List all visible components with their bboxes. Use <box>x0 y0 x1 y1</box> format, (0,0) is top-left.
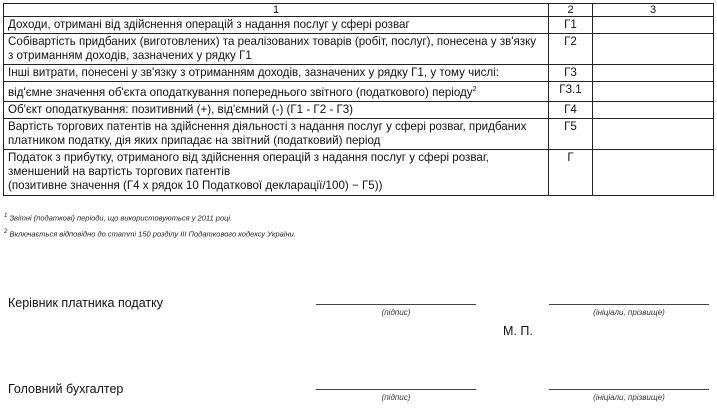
row-description: Доходи, отримані від здійснення операцій з надання послуг у сфері розваг <box>4 17 549 34</box>
footnote-number: 2 <box>4 229 8 235</box>
footnote <box>4 229 296 239</box>
table-row <box>4 82 714 102</box>
accountant-label: Головний бухгалтер <box>8 382 124 396</box>
row-description <box>4 149 549 195</box>
footnote-text: Включається відповідно до статті 150 розділу ІІІ Податкового кодексу України. <box>9 229 296 239</box>
table-row <box>4 17 714 34</box>
head-label: Керівник платника податку <box>8 296 163 310</box>
row-description: Об'єкт оподаткування: позитивний (+), від'ємний (-) (Г1 - Г2 - Г3) <box>4 101 549 118</box>
row-value-cell[interactable] <box>593 34 714 65</box>
row-description <box>4 82 549 102</box>
table-row <box>4 149 714 195</box>
row-value-cell[interactable] <box>593 118 714 149</box>
head-signature-caption: (підпис) <box>381 308 411 317</box>
row-code: Г <box>549 149 593 195</box>
head-name-line[interactable] <box>549 304 709 305</box>
table-row <box>4 101 714 118</box>
row-value-cell[interactable] <box>593 17 714 34</box>
head-name-caption: (ініціали, прізвище) <box>593 308 665 317</box>
head-signature-line[interactable] <box>316 304 476 305</box>
col-header-3: 3 <box>593 4 714 17</box>
col-header-2: 2 <box>549 4 593 17</box>
footnote-ref: 2 <box>472 86 477 93</box>
col-header-1: 1 <box>4 4 549 17</box>
table-row <box>4 65 714 82</box>
row-code: Г2 <box>549 34 593 65</box>
row-value-cell[interactable] <box>593 65 714 82</box>
footnote-number: 1 <box>4 213 8 219</box>
profit-tax-table <box>3 3 714 196</box>
row-text: від'ємне значення об'єкта оподаткування попереднього звітного (податкового) періоду <box>8 85 473 99</box>
row-value-cell[interactable] <box>593 82 714 102</box>
row-value-cell[interactable] <box>593 149 714 195</box>
table-row <box>4 118 714 149</box>
row-description: Вартість торгових патентів на здійснення діяльності з надання послуг у сфері розваг, придбаних платником податку, дія яких припадає на звітний (податковий) період <box>4 118 549 149</box>
row-description: Інші витрати, понесені у зв'язку з отриманням доходів, зазначених у рядку Г1, у тому числі: <box>4 65 549 82</box>
accountant-signature-caption: (підпис) <box>381 393 411 402</box>
row-value-cell[interactable] <box>593 101 714 118</box>
row-formula: (позитивне значення (Г4 х рядок 10 Податкової декларації/100) − Г5)) <box>8 178 383 192</box>
row-text: Податок з прибутку, отриманого від здійснення операцій з надання послуг у сфері розваг, зменшений на вартість торгових патентів <box>8 150 489 178</box>
row-code: Г3.1 <box>549 82 593 102</box>
row-code: Г4 <box>549 101 593 118</box>
accountant-name-caption: (ініціали, прізвище) <box>593 393 665 402</box>
footnote <box>4 213 232 223</box>
table-row <box>4 34 714 65</box>
stamp-placeholder: М. П. <box>503 324 533 338</box>
accountant-name-line[interactable] <box>549 389 709 390</box>
row-description: Собівартість придбаних (виготовлених) та реалізованих товарів (робіт, послуг), понесена у зв'язку з отриманням доходів, зазначених у рядку Г1 <box>4 34 549 65</box>
row-code: Г1 <box>549 17 593 34</box>
accountant-signature-line[interactable] <box>316 389 476 390</box>
row-code: Г3 <box>549 65 593 82</box>
footnote-text: Звітні (податкові) періоди, що використовуються у 2011 році. <box>9 213 233 223</box>
header-row <box>4 4 714 17</box>
row-code: Г5 <box>549 118 593 149</box>
